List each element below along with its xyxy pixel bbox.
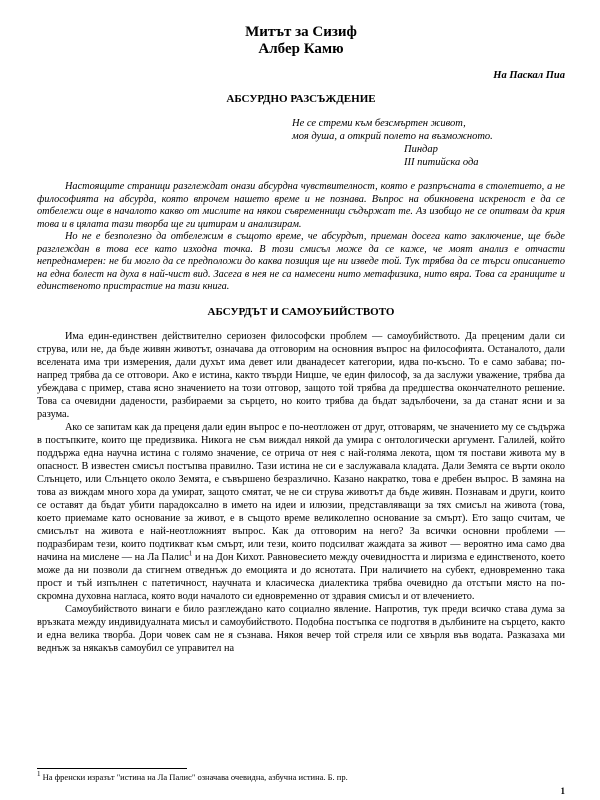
footnote	[37, 772, 557, 782]
introduction	[37, 181, 565, 294]
epigraph-line: Не се стреми към безсмъртен живот,	[292, 118, 466, 129]
intro-paragraph: Настоящите страници разглеждат онази абсурдна чувствителност, която е разпръсната в столетието, а не философията на абсурда, която впрочем нашето време и не познава. Въпрос на обикновена искреност е да се отбележи още в началото какво от мислите на някои съвременници съдържат те. Аз изобщо не се опитвам да крия това и в цялата тази творба ще ги цитирам и анализирам.	[37, 181, 565, 230]
page-number: 1	[560, 786, 565, 796]
body-text-span: и на Дон Кихот. Равновесието между очевидността и лиризма е единственото, което може да ни позволи да стигнем отведнъж до емоцията и до яснотата. При наличието на субект, едновременно така прост и тъй изпълнен с патетичност, научната и класическа диалектика трябва очевидно да отстъпи място на по-скромна духовна нагласа, която води началото си едновременно от здравия смисъл и от влечението.	[37, 551, 565, 602]
intro-paragraph: Но не е безполезно да отбележим в същото време, че абсурдът, приеман досега като заключение, ще бъде разглеждан в това есе като изходна точка. В този смисъл може да се каже, че моят анализ е отчасти непреднамерен: не би могло да се предположи до каква позиция ще ни изведе той. Тук трябва да се търси описанието на една болест на духа в най-чист вид. Засега в нея не са намесени нито метафизика, нито вяра. Това са границите и единственото пристрастие на тази книга.	[37, 231, 565, 292]
body-text-span: Ако се запитам как да преценя дали един въпрос е по-неотложен от друг, отговарям, че значението му се съдържа в постъпките, които ще предизвика. Никога не съм виждал някой да умира с онтологически аргумент. Галилей, който поддържа една научна истина с голямо значение, се отрича от нея с най-голяма лекота, щом тя постави живота му в опасност. В известен смисъл постъпва правилно. Тази истина не си е заслужавала кладата. Дали Земята се върти около Слънцето, или Слънцето около Земята, е съвършено безразлично. Казано накратко, това е дребен въпрос. В замяна на това аз виждам много хора да умират, защото смятат, че не си струва животът да бъде живян. Познавам и други, които се оставят да бъдат убити парадоксално в името на идеи и илюзии, представляващи за тях смисъл на живота (това, което приемаме като основание за живот, е в същото време великолепно основание за смърт). Ето защо считам, че смисълът на живота е най-неотложният въпрос. Как да отговорим на него? За всички основни проблеми — подразбирам тези, които подтикват към смърт, или тези, които подсилват жаждата за живот — вероятно има само два начина на мислене — на Ла Палис	[37, 421, 565, 563]
section-heading-absurd-reasoning: АБСУРДНО РАЗСЪЖДЕНИЕ	[226, 93, 376, 105]
epigraph-author: Пиндар	[404, 144, 438, 155]
body-paragraph: Има един-единствен действително сериозен философски проблем — самоубийството. Да преценим дали си струва, или не, да бъде живян животът, означава да отговорим на основния въпрос на философията. Останалото, дали вселената има три измерения, дали духът има девет или дванадесет категории, идва по-късно. То е само забава; по-напред трябва да се отговори. Ако е истина, както твърди Ницше, че един философ, за да заслужи уважение, трябва да убеждава с пример, става ясно значението на този отговор, защото той трябва да предшества окончателното решение. Това са очевидни дадености, разбираеми за сърцето, но които трябва да бъдат задълбочени, за да станат ясни и за разума.	[37, 330, 565, 420]
section-heading-absurd-and-suicide: АБСУРДЪТ И САМОУБИЙСТВОТО	[207, 305, 395, 318]
body-paragraph	[37, 421, 565, 603]
epigraph-source: III питийска ода	[404, 157, 479, 168]
document-page	[37, 24, 565, 655]
footnote-mark: 1	[37, 770, 41, 779]
epigraph-line: моя душа, а открий полето на възможното.	[292, 131, 493, 142]
footnote-text: На френски изразът "истина на Ла Палис" означава очевидна, азбучна истина. Б. пр.	[40, 772, 348, 782]
body-paragraph: Самоубийството винаги е било разглеждано като социално явление. Напротив, тук преди всичко става дума за връзката между индивидуалната мисъл и самоубийството. Подобна постъпка се подготвя в дълбините на сърцето, както и една велика творба. Дори човек сам не я съзнава. Някоя вечер той стреля или се хвърля във водата. Разказаха ми веднъж за някакъв самоубил се управител на	[37, 603, 565, 654]
epigraph	[292, 117, 565, 169]
dedication: На Паскал Пиа	[493, 70, 565, 81]
footnote-reference[interactable]: 1	[188, 549, 193, 558]
footnote-divider	[37, 768, 187, 769]
book-title: Митът за Сизиф	[245, 24, 357, 40]
author-name: Албер Камю	[258, 41, 344, 57]
chapter-body	[37, 330, 565, 655]
